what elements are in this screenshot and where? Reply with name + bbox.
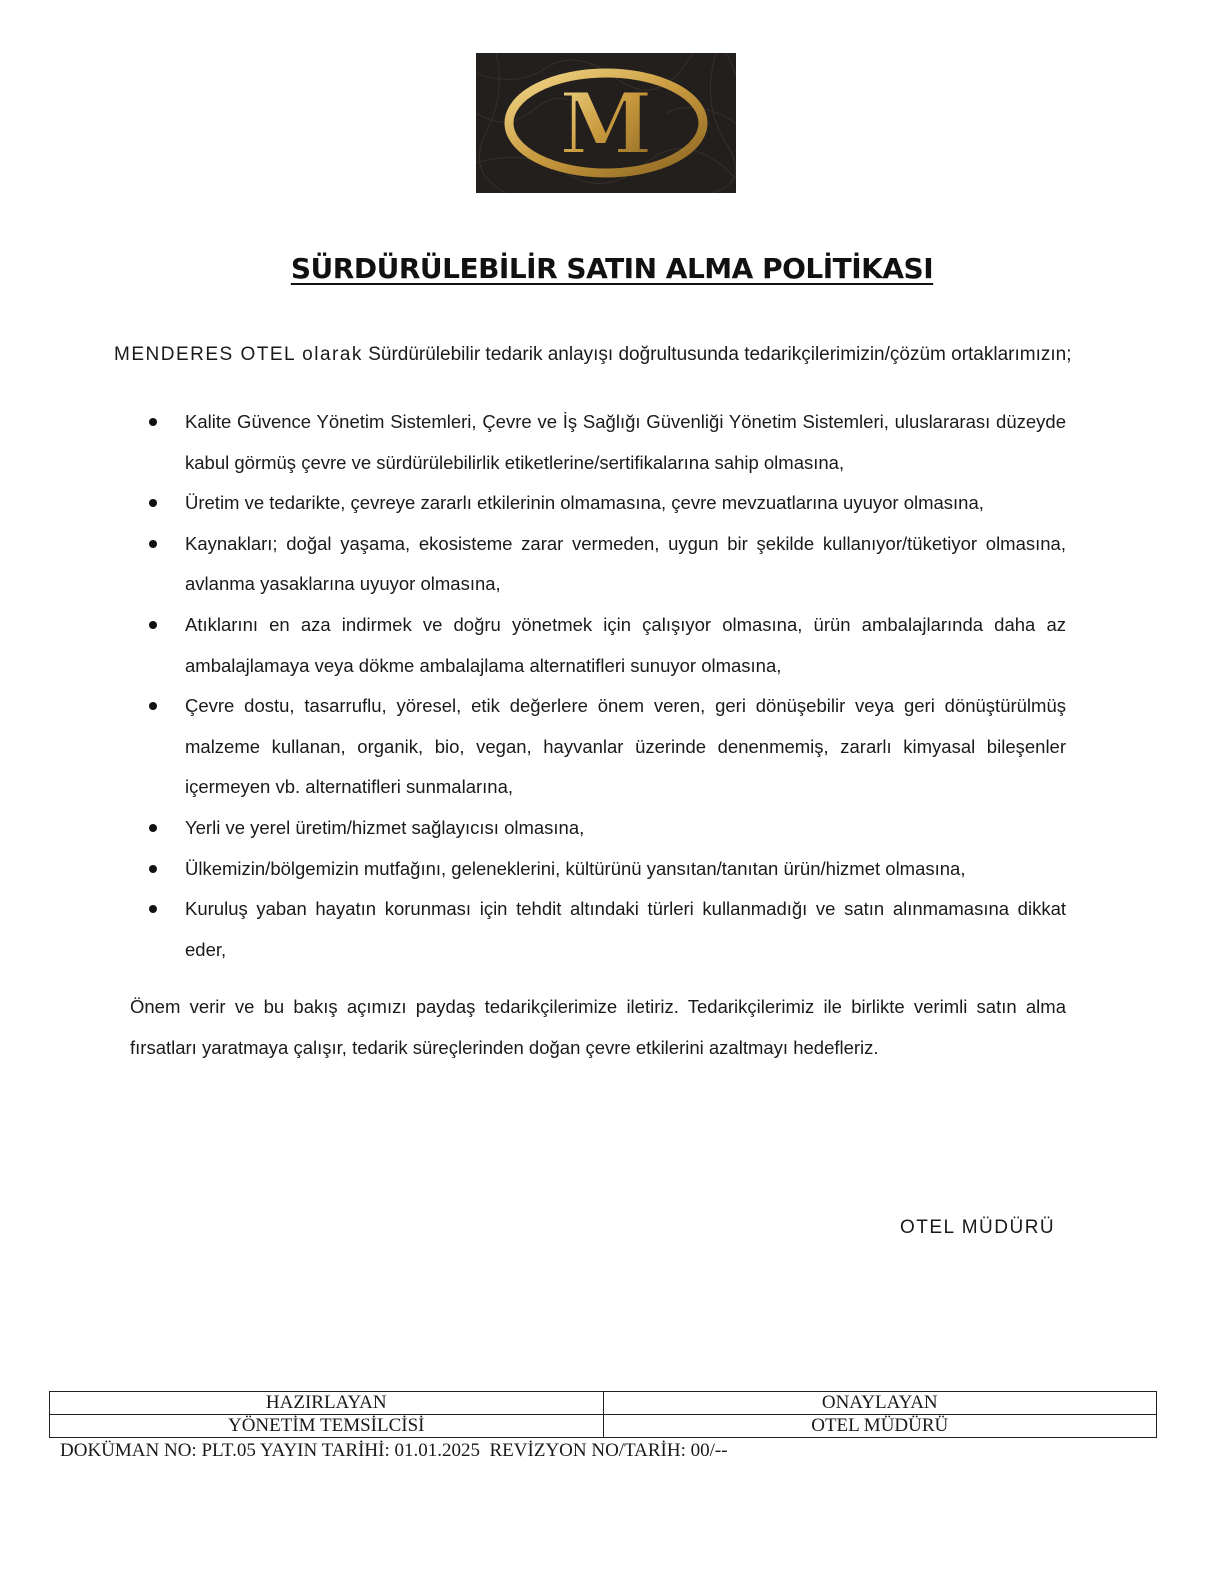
- list-item: Üretim ve tedarikte, çevreye zararlı etkilerinin olmamasına, çevre mevzuatlarına uyuyor olmasına,: [148, 483, 1066, 524]
- list-item: Ülkemizin/bölgemizin mutfağını, geleneklerini, kültürünü yansıtan/tanıtan ürün/hizmet olmasına,: [148, 849, 1066, 890]
- bullet-icon: [149, 621, 157, 629]
- approved-by: OTEL MÜDÜRÜ: [603, 1415, 1157, 1438]
- signer-title: OTEL MÜDÜRÜ: [900, 1217, 1056, 1238]
- page-title: SÜRDÜRÜLEBİLİR SATIN ALMA POLİTİKASI: [290, 252, 934, 285]
- intro-text: Sürdürülebilir tedarik anlayışı doğrultusunda tedarikçilerimizin/çözüm ortaklarımızın;: [362, 344, 1072, 365]
- approval-table: [49, 1391, 1157, 1438]
- list-item: Kalite Güvence Yönetim Sistemleri, Çevre ve İş Sağlığı Güvenliği Yönetim Sistemleri, uluslararası düzeyde kabul görmüş çevre ve sürdürülebilirlik etiketlerine/sertifikalarına sahip olmasına,: [148, 402, 1066, 483]
- bullet-icon: [149, 905, 157, 913]
- hotel-logo: [476, 53, 736, 193]
- policy-list: [148, 402, 1066, 970]
- logo-letter: M: [559, 74, 653, 173]
- list-item: Kuruluş yaban hayatın korunması için tehdit altındaki türleri kullanmadığı ve satın alınmamasına dikkat eder,: [148, 889, 1066, 970]
- intro-paragraph: [114, 344, 1114, 366]
- bullet-icon: [149, 540, 157, 548]
- table-row: [50, 1392, 1157, 1415]
- bullet-icon: [149, 499, 157, 507]
- bullet-icon: [149, 824, 157, 832]
- approved-label: ONAYLAYAN: [603, 1392, 1157, 1415]
- prepared-by: YÖNETİM TEMSİLCİSİ: [50, 1415, 604, 1438]
- list-item: Kaynakları; doğal yaşama, ekosisteme zarar vermeden, uygun bir şekilde kullanıyor/tüketiyor olmasına, avlanma yasaklarına uyuyor olmasına,: [148, 524, 1066, 605]
- bullet-icon: [149, 702, 157, 710]
- prepared-label: HAZIRLAYAN: [50, 1392, 604, 1415]
- organization-name: MENDERES OTEL olarak: [114, 344, 363, 365]
- logo-emblem: [476, 53, 736, 193]
- bullet-icon: [149, 418, 157, 426]
- document-info: DOKÜMAN NO: PLT.05 YAYIN TARİHİ: 01.01.2025 REVİZYON NO/TARİH: 00/--: [60, 1440, 728, 1461]
- closing-paragraph: Önem verir ve bu bakış açımızı paydaş tedarikçilerimize iletiriz. Tedarikçilerimiz ile birlikte verimli satın alma fırsatları yaratmaya çalışır, tedarik süreçlerinden doğan çevre etkilerini azaltmayı hedefleriz.: [130, 996, 1066, 1058]
- table-row: [50, 1415, 1157, 1438]
- list-item: Atıklarını en aza indirmek ve doğru yönetmek için çalışıyor olmasına, ürün ambalajlarında daha az ambalajlamaya veya dökme ambalajlama alternatifleri sunuyor olmasına,: [148, 605, 1066, 686]
- list-item: Çevre dostu, tasarruflu, yöresel, etik değerlere önem veren, geri dönüşebilir veya geri dönüştürülmüş malzeme kullanan, organik, bio, vegan, hayvanlar üzerinde denenmemiş, zararlı kimyasal bileşenler içermeyen vb. alternatifleri sunmalarına,: [148, 686, 1066, 808]
- bullet-icon: [149, 865, 157, 873]
- list-item: Yerli ve yerel üretim/hizmet sağlayıcısı olmasına,: [148, 808, 1066, 849]
